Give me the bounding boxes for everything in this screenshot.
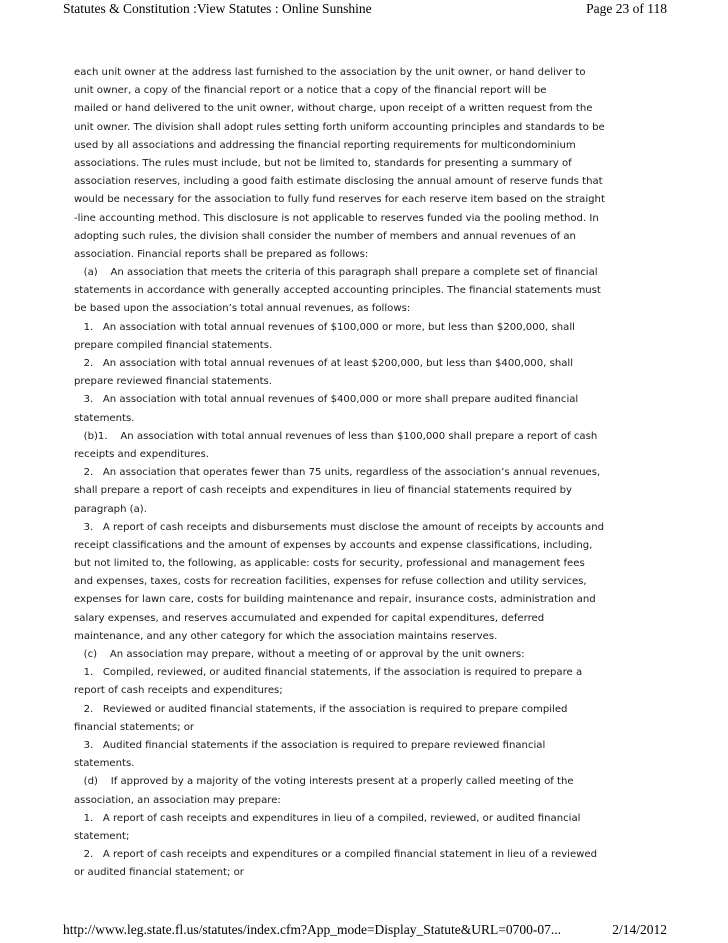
text-line: mailed or hand delivered to the unit owner, without charge, upon receipt of a written request from the <box>74 103 593 115</box>
text-line: shall prepare a report of cash receipts and expenditures in lieu of financial statements required by <box>74 485 573 497</box>
text-line: unit owner, a copy of the financial report or a notice that a copy of the financial report will be <box>74 85 547 97</box>
text-line: unit owner. The division shall adopt rules setting forth uniform accounting principles and standards to be <box>74 121 605 133</box>
footer-date: 2/14/2012 <box>612 922 667 937</box>
text-line: (a) An association that meets the criteria of this paragraph shall prepare a complete set of financial <box>74 267 598 279</box>
text-line: salary expenses, and reserves accumulated and expended for capital expenditures, deferred <box>74 612 545 624</box>
text-line: (b)1. An association with total annual revenues of less than $100,000 shall prepare a report of cash <box>74 430 598 442</box>
text-line: (d) If approved by a majority of the voting interests present at a properly called meeting of the <box>74 776 574 788</box>
text-line: prepare reviewed financial statements. <box>74 376 273 388</box>
text-line: associations. The rules must include, but not be limited to, standards for presenting a summary of <box>74 157 572 169</box>
text-line: be based upon the association’s total annual revenues, as follows: <box>74 303 411 315</box>
text-line: would be necessary for the association to fully fund reserves for each reserve item based on the straight <box>74 194 605 206</box>
text-line: or audited financial statement; or <box>74 867 244 879</box>
text-line: each unit owner at the address last furnished to the association by the unit owner, or hand deliver to <box>74 67 586 78</box>
text-line: 3. An association with total annual revenues of $400,000 or more shall prepare audited financial <box>74 394 579 406</box>
text-line: association. Financial reports shall be prepared as follows: <box>74 248 369 260</box>
page-indicator: Page 23 of 118 <box>586 1 667 16</box>
text-line: 1. An association with total annual revenues of $100,000 or more, but less than $200,000, shall <box>74 321 575 333</box>
text-line: receipt classifications and the amount of expenses by accounts and expense classifications, including, <box>74 539 593 551</box>
text-line: paragraph (a). <box>74 503 147 515</box>
header-title: Statutes & Constitution :View Statutes : Online Sunshine <box>63 1 372 16</box>
text-line: 3. A report of cash receipts and disbursements must disclose the amount of receipts by accounts and <box>74 521 605 533</box>
text-line: association reserves, including a good faith estimate disclosing the annual amount of reserve funds that <box>74 176 603 188</box>
text-line: 1. A report of cash receipts and expenditures in lieu of a compiled, reviewed, or audited financial <box>74 812 581 824</box>
text-line: statement; <box>74 830 130 842</box>
footer-url[interactable]: http://www.leg.state.fl.us/statutes/index.cfm?App_mode=Display_Statute&URL=0700-07... <box>63 922 562 937</box>
statute-body <box>74 64 654 882</box>
text-line: statements in accordance with generally accepted accounting principles. The financial statements must <box>74 285 601 297</box>
text-line: statements. <box>74 758 135 770</box>
text-line: report of cash receipts and expenditures; <box>74 685 283 697</box>
text-line: statements. <box>74 412 135 424</box>
text-line: maintenance, and any other category for which the association maintains reserves. <box>74 630 498 642</box>
text-line: 2. An association that operates fewer than 75 units, regardless of the association’s annual revenues, <box>74 467 601 479</box>
text-line: but not limited to, the following, as applicable: costs for security, professional and management fees <box>74 558 585 570</box>
text-line: financial statements; or <box>74 721 195 733</box>
text-line: and expenses, taxes, costs for recreation facilities, expenses for refuse collection and utility services, <box>74 576 587 588</box>
text-line: association, an association may prepare: <box>74 794 281 806</box>
text-line: used by all associations and addressing the financial reporting requirements for multicondominium <box>74 139 576 151</box>
text-line: 2. A report of cash receipts and expenditures or a compiled financial statement in lieu of a reviewed <box>74 849 598 861</box>
text-line: expenses for lawn care, costs for building maintenance and repair, insurance costs, administration and <box>74 594 596 606</box>
text-line: receipts and expenditures. <box>74 448 209 460</box>
text-line: 2. Reviewed or audited financial statements, if the association is required to prepare compiled <box>74 703 568 715</box>
text-line: adopting such rules, the division shall consider the number of members and annual revenues of an <box>74 230 576 242</box>
text-line: 2. An association with total annual revenues of at least $200,000, but less than $400,000, shall <box>74 358 574 369</box>
text-line: prepare compiled financial statements. <box>74 339 273 351</box>
text-line: (c) An association may prepare, without a meeting of or approval by the unit owners: <box>74 649 525 660</box>
text-line: 1. Compiled, reviewed, or audited financial statements, if the association is required to prepare a <box>74 667 583 679</box>
text-line: 3. Audited financial statements if the association is required to prepare reviewed financial <box>74 739 546 751</box>
text-line: -line accounting method. This disclosure is not applicable to reserves funded via the pooling method. In <box>74 212 599 224</box>
